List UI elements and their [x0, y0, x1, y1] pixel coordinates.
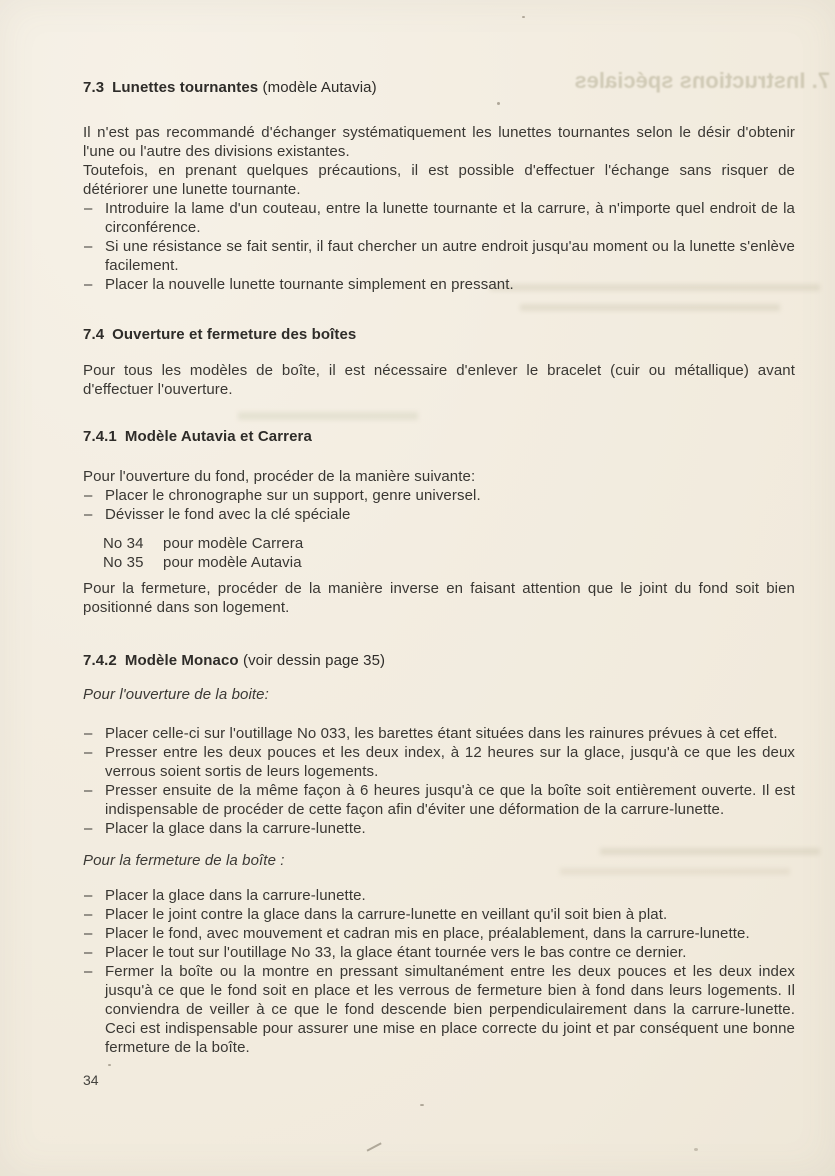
list-item — [83, 505, 795, 524]
paper-speck — [420, 1104, 424, 1106]
dash-marker: – — [84, 725, 93, 742]
dash-marker: – — [84, 944, 93, 961]
tool-key-list — [83, 534, 795, 572]
dash-marker: – — [84, 744, 93, 761]
list-item-text: Fermer la boîte ou la montre en pressant simultanément entre les deux pouces et les deux index jusqu'à ce que le fond soit en place et les verrous de fermeture bien à fond dans leurs logements. Il conviendra de veiller à ce que le fond descende bien perpendiculairement dans la carrure-lunette. Ceci est indispensable pour assurer une mise en place correcte du joint et par conséquent une bonne fermeture de la boîte. — [105, 963, 795, 1056]
page-content — [83, 78, 795, 1057]
list-item-text: Presser ensuite de la même façon à 6 heures jusqu'à ce que la boîte soit entièrement ouverte. Il est indispensable de procéder de cette façon afin d'éviter une déformation de la carrure-lunette. — [105, 782, 795, 818]
dash-marker: – — [84, 887, 93, 904]
list-item — [83, 886, 795, 905]
list-item-text: Presser entre les deux pouces et les deux index, à 12 heures sur la glace, jusqu'à ce que les deux verrous soient sortis de leurs logements. — [105, 744, 795, 780]
subheading-closing: Pour la fermeture de la boîte : — [83, 852, 285, 869]
paper-speck — [694, 1148, 698, 1151]
bullet-list — [83, 486, 795, 524]
dash-marker: – — [84, 200, 93, 217]
paragraph: Pour tous les modèles de boîte, il est nécessaire d'enlever le bracelet (cuir ou métallique) avant d'effectuer l'ouverture. — [83, 362, 795, 398]
list-item-text: Placer le chronographe sur un support, genre universel. — [105, 487, 481, 504]
list-item — [83, 486, 795, 505]
subheading-opening: Pour l'ouverture de la boite: — [83, 686, 269, 703]
section-number: 7.4.2 — [83, 652, 117, 669]
list-item — [83, 905, 795, 924]
section-number: 7.4.1 — [83, 428, 117, 445]
dash-marker: – — [84, 925, 93, 942]
list-item — [83, 199, 795, 237]
paragraph: Toutefois, en prenant quelques précautions, il est possible d'effectuer l'échange sans risquer de détériorer une lunette tournante. — [83, 162, 795, 198]
tool-key-label: pour modèle Carrera — [163, 535, 304, 552]
dash-marker: – — [84, 487, 93, 504]
section-number: 7.4 — [83, 326, 105, 343]
page-number: 34 — [83, 1072, 99, 1088]
list-item — [83, 943, 795, 962]
section-title: Modèle Monaco — [124, 652, 239, 669]
list-item — [83, 962, 795, 1057]
list-item — [83, 724, 795, 743]
list-item — [83, 743, 795, 781]
list-item-text: Placer le fond, avec mouvement et cadran mis en place, préalablement, dans la carrure-lunette. — [105, 925, 750, 942]
bullet-list — [83, 199, 795, 294]
dash-marker: – — [84, 906, 93, 923]
list-item-text: Placer la nouvelle lunette tournante simplement en pressant. — [105, 276, 514, 293]
section-suffix: (voir dessin page 35) — [242, 652, 386, 669]
section-suffix: (modèle Autavia) — [262, 79, 377, 96]
paper-scratch — [367, 1142, 382, 1151]
tool-key-row — [103, 534, 795, 553]
list-item — [83, 819, 795, 838]
bullet-list — [83, 724, 795, 838]
list-item-text: Placer la glace dans la carrure-lunette. — [105, 887, 366, 904]
paper-speck — [108, 1064, 111, 1066]
list-item-text: Introduire la lame d'un couteau, entre la lunette tournante et la carrure, à n'importe quel endroit de la circonférence. — [105, 200, 795, 236]
section-7-4-heading — [83, 325, 795, 344]
dash-marker: – — [84, 782, 93, 799]
list-item — [83, 275, 795, 294]
tool-key-label: pour modèle Autavia — [163, 554, 302, 571]
list-item-text: Placer le tout sur l'outillage No 33, la glace étant tournée vers le bas contre ce dernier. — [105, 944, 687, 961]
list-item — [83, 237, 795, 275]
section-number: 7.3 — [83, 79, 105, 96]
section-title: Lunettes tournantes — [112, 79, 259, 96]
dash-marker: – — [84, 276, 93, 293]
bleedthrough-heading: 7. Instructions spéciales — [574, 68, 830, 93]
paragraph: Il n'est pas recommandé d'échanger systématiquement les lunettes tournantes selon le désir d'obtenir l'une ou l'autre des divisions existantes. — [83, 124, 795, 160]
list-item-text: Si une résistance se fait sentir, il faut chercher un autre endroit jusqu'au moment ou la lunette s'enlève facilement. — [105, 238, 795, 274]
tool-key-number: No 35 — [103, 554, 144, 571]
dash-marker: – — [84, 238, 93, 255]
tool-key-number: No 34 — [103, 535, 144, 552]
list-item-text: Placer le joint contre la glace dans la carrure-lunette en veillant qu'il soit bien à plat. — [105, 906, 668, 923]
dash-marker: – — [84, 963, 93, 980]
section-title: Modèle Autavia et Carrera — [124, 428, 312, 445]
bullet-list — [83, 886, 795, 1057]
list-item-text: Placer celle-ci sur l'outillage No 033, les barettes étant situées dans les rainures prévues à cet effet. — [105, 725, 778, 742]
list-item — [83, 781, 795, 819]
paragraph: Pour la fermeture, procéder de la manière inverse en faisant attention que le joint du fond soit bien positionné dans son logement. — [83, 580, 795, 616]
paragraph: Pour l'ouverture du fond, procéder de la manière suivante: — [83, 468, 476, 485]
section-7-3-heading — [83, 78, 795, 97]
paper-speck — [522, 16, 525, 18]
tool-key-row — [103, 553, 795, 572]
section-title: Ouverture et fermeture des boîtes — [112, 326, 357, 343]
list-item-text: Placer la glace dans la carrure-lunette. — [105, 820, 366, 837]
dash-marker: – — [84, 506, 93, 523]
section-7-4-1-heading — [83, 427, 795, 446]
section-7-4-2-heading — [83, 651, 795, 670]
list-item-text: Dévisser le fond avec la clé spéciale — [105, 506, 351, 523]
list-item — [83, 924, 795, 943]
dash-marker: – — [84, 820, 93, 837]
